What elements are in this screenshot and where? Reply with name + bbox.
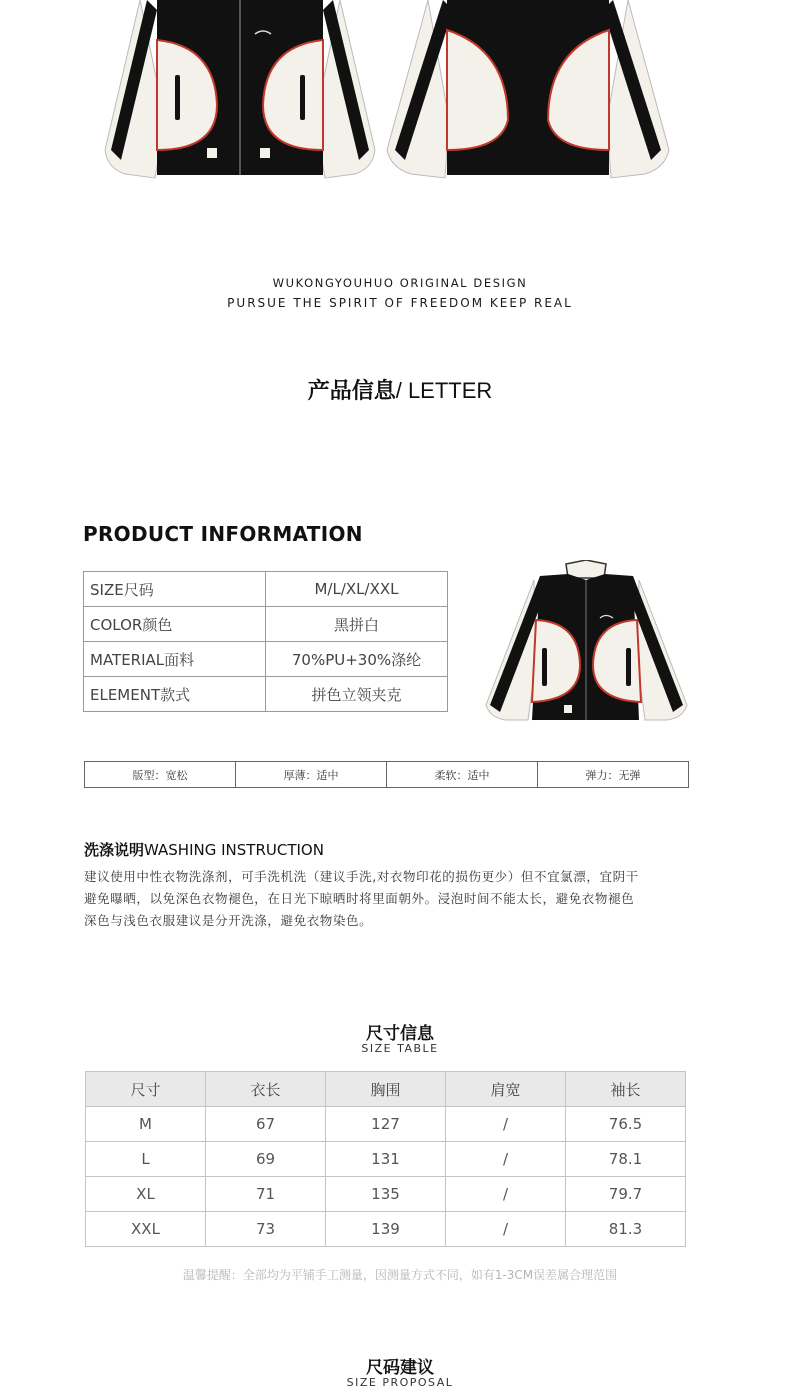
- size-table: [85, 1071, 686, 1247]
- table-cell: /: [446, 1212, 566, 1247]
- product-info-table: [83, 571, 448, 712]
- brand-tagline-line1: WUKONGYOUHUO ORIGINAL DESIGN: [272, 276, 528, 290]
- info-key: COLOR颜色: [84, 607, 266, 642]
- washing-title: [84, 839, 324, 860]
- table-cell: /: [446, 1177, 566, 1212]
- table-cell: /: [446, 1142, 566, 1177]
- washing-line: 建议使用中性衣物洗涤剂，可手洗机洗（建议手洗,对衣物印花的损伤更少）但不宜氯漂，宜阴干: [84, 869, 639, 884]
- info-value: 拼色立领夹克: [266, 677, 448, 712]
- table-row: [84, 642, 448, 677]
- table-row: [86, 1212, 686, 1247]
- info-value: 黑拼白: [266, 607, 448, 642]
- size-proposal-title: 尺码建议: [366, 1358, 434, 1378]
- info-key: ELEMENT款式: [84, 677, 266, 712]
- product-info-heading: PRODUCT INFORMATION: [83, 522, 363, 546]
- jacket-front-image: [95, 0, 385, 180]
- column-header: 肩宽: [446, 1072, 566, 1107]
- info-key: SIZE尺码: [84, 572, 266, 607]
- table-cell: 139: [326, 1212, 446, 1247]
- letter-title-zh: 产品信息: [307, 379, 396, 404]
- column-header: 尺寸: [86, 1072, 206, 1107]
- table-cell: 69: [206, 1142, 326, 1177]
- table-cell: 131: [326, 1142, 446, 1177]
- column-header: 衣长: [206, 1072, 326, 1107]
- info-value: 70%PU+30%涤纶: [266, 642, 448, 677]
- table-cell: 76.5: [566, 1107, 686, 1142]
- washing-line: 避免曝晒，以免深色衣物褪色，在日光下晾晒时将里面朝外。浸泡时间不能太长，避免衣物褪色: [84, 891, 635, 906]
- size-measurement-note: 温馨提醒：全部均为平铺手工测量，因测量方式不同，如有1-3CM误差属合理范围: [182, 1268, 618, 1282]
- jacket-thumbnail-image: [484, 560, 689, 725]
- washing-title-zh: 洗涤说明: [84, 841, 145, 859]
- table-cell: 67: [206, 1107, 326, 1142]
- table-cell: 79.7: [566, 1177, 686, 1212]
- table-row: [84, 572, 448, 607]
- table-row: [86, 1142, 686, 1177]
- table-cell: 71: [206, 1177, 326, 1212]
- table-cell: 81.3: [566, 1212, 686, 1247]
- table-cell: XXL: [86, 1212, 206, 1247]
- table-cell: /: [446, 1107, 566, 1142]
- table-row: [85, 762, 689, 788]
- letter-title-en: / LETTER: [395, 378, 493, 403]
- table-header-row: [86, 1072, 686, 1107]
- letter-title: [0, 374, 800, 405]
- size-table-title: 尺寸信息: [366, 1024, 434, 1044]
- table-row: [84, 677, 448, 712]
- table-cell: 78.1: [566, 1142, 686, 1177]
- washing-text: [84, 866, 694, 932]
- table-cell: 127: [326, 1107, 446, 1142]
- property-cell: 厚薄：适中: [236, 762, 387, 788]
- washing-line: 深色与浅色衣服建议是分开洗涤，避免衣物染色。: [84, 913, 373, 928]
- info-key: MATERIAL面料: [84, 642, 266, 677]
- size-table-subtitle: SIZE TABLE: [361, 1042, 439, 1055]
- jacket-back-image: [383, 0, 673, 180]
- property-cell: 弹力：无弹: [538, 762, 689, 788]
- brand-tagline-line2: PURSUE THE SPIRIT OF FREEDOM KEEP REAL: [227, 296, 573, 310]
- table-cell: 73: [206, 1212, 326, 1247]
- fabric-properties-table: [84, 761, 689, 788]
- column-header: 胸围: [326, 1072, 446, 1107]
- table-cell: 135: [326, 1177, 446, 1212]
- table-row: [86, 1177, 686, 1212]
- hero-images: [0, 0, 800, 200]
- table-cell: XL: [86, 1177, 206, 1212]
- column-header: 袖长: [566, 1072, 686, 1107]
- table-cell: L: [86, 1142, 206, 1177]
- size-proposal-subtitle: SIZE PROPOSAL: [346, 1376, 454, 1389]
- property-cell: 柔软：适中: [387, 762, 538, 788]
- info-value: M/L/XL/XXL: [266, 572, 448, 607]
- table-cell: M: [86, 1107, 206, 1142]
- table-row: [86, 1107, 686, 1142]
- table-row: [84, 607, 448, 642]
- washing-title-en: WASHING INSTRUCTION: [144, 841, 324, 859]
- property-cell: 版型：宽松: [85, 762, 236, 788]
